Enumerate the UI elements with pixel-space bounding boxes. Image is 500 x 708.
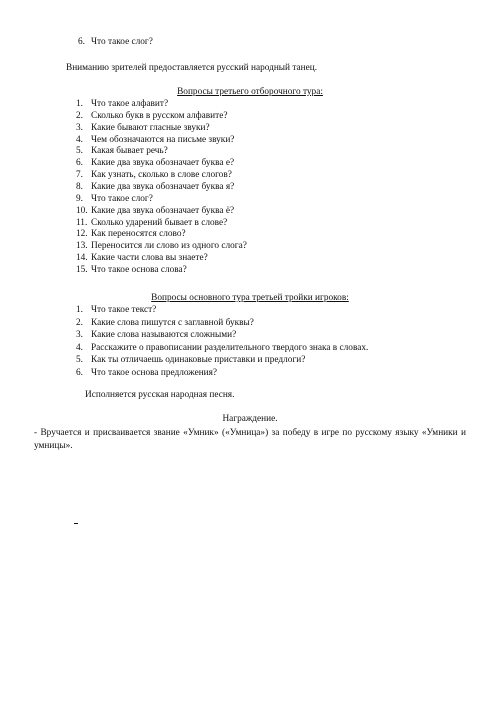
list-item: Какие части слова вы знаете? [91, 253, 208, 264]
list-item: Расскажите о правописании разделительного твердого знака в словах. [91, 342, 369, 353]
main-round-heading: Вопросы основного тура третьей тройки игроков: [151, 293, 349, 303]
list-item: Что такое слог? [91, 193, 153, 204]
list-item: Переносится ли слово из одного слога? [91, 241, 247, 252]
list-number: 8. [76, 181, 83, 192]
list-number: 1. [76, 305, 83, 315]
list-number: 14. [76, 253, 88, 264]
list-number: 9. [76, 193, 83, 204]
list-item: Какие слова называются сложными? [91, 330, 237, 341]
round3-heading: Вопросы третьего отборочного тура: [177, 87, 323, 97]
list-item: Чем обозначаются на письме звуки? [91, 134, 235, 145]
list-item: Что такое основа предложения? [91, 368, 218, 378]
list-item: Какие бывают гласные звуки? [91, 122, 210, 133]
list-number: 11. [76, 217, 88, 228]
list-number: 13. [76, 241, 88, 252]
list-number: 10. [76, 205, 88, 216]
award-paragraph: - Вручается и присваивается звание «Умник» («Умница») за победу в игре по русскому языку «Умники и умницы». [34, 428, 466, 451]
list-item: Что такое основа слова? [91, 264, 187, 275]
stray-dash [74, 523, 78, 524]
list-item: Какие два звука обозначает буква е? [91, 158, 235, 169]
list-number: 4. [76, 342, 83, 353]
list-item: Как узнать, сколько в слове слогов? [91, 170, 232, 181]
list-item: Как переносятся слово? [91, 229, 186, 240]
list-number: 1. [76, 99, 83, 109]
list-number: 15. [76, 264, 88, 275]
list-number: 2. [76, 317, 83, 328]
list-item: Сколько букв в русском алфавите? [91, 110, 228, 121]
list-number: 7. [76, 170, 83, 181]
stage-note-song: Исполняется русская народная песня. [85, 390, 235, 400]
list-number: 6. [78, 37, 85, 47]
list-item: Какие слова пишутся с заглавной буквы? [91, 317, 254, 328]
list-item: Какая бывает речь? [91, 146, 168, 157]
list-number: 12. [76, 229, 88, 240]
list-item: Какие два звука обозначает буква ё? [91, 205, 235, 216]
list-item: Что такое текст? [91, 305, 157, 315]
list-number: 4. [76, 134, 83, 145]
list-number: 2. [76, 110, 83, 121]
stage-note-dance: Вниманию зрителей предоставляется русский народный танец. [66, 63, 318, 73]
list-item: Что такое слог? [91, 37, 153, 47]
list-number: 6. [76, 158, 83, 169]
list-item: Как ты отличаешь одинаковые приставки и предлоги? [91, 355, 306, 366]
list-item: Какие два звука обозначает буква я? [91, 181, 235, 192]
list-number: 6. [76, 368, 83, 378]
list-item: Сколько ударений бывает в слове? [91, 217, 228, 228]
list-number: 5. [76, 355, 83, 366]
award-title: Награждение. [222, 414, 278, 424]
list-item: Что такое алфавит? [91, 99, 169, 109]
list-number: 3. [76, 330, 83, 341]
list-number: 3. [76, 122, 83, 133]
list-number: 5. [76, 146, 83, 157]
